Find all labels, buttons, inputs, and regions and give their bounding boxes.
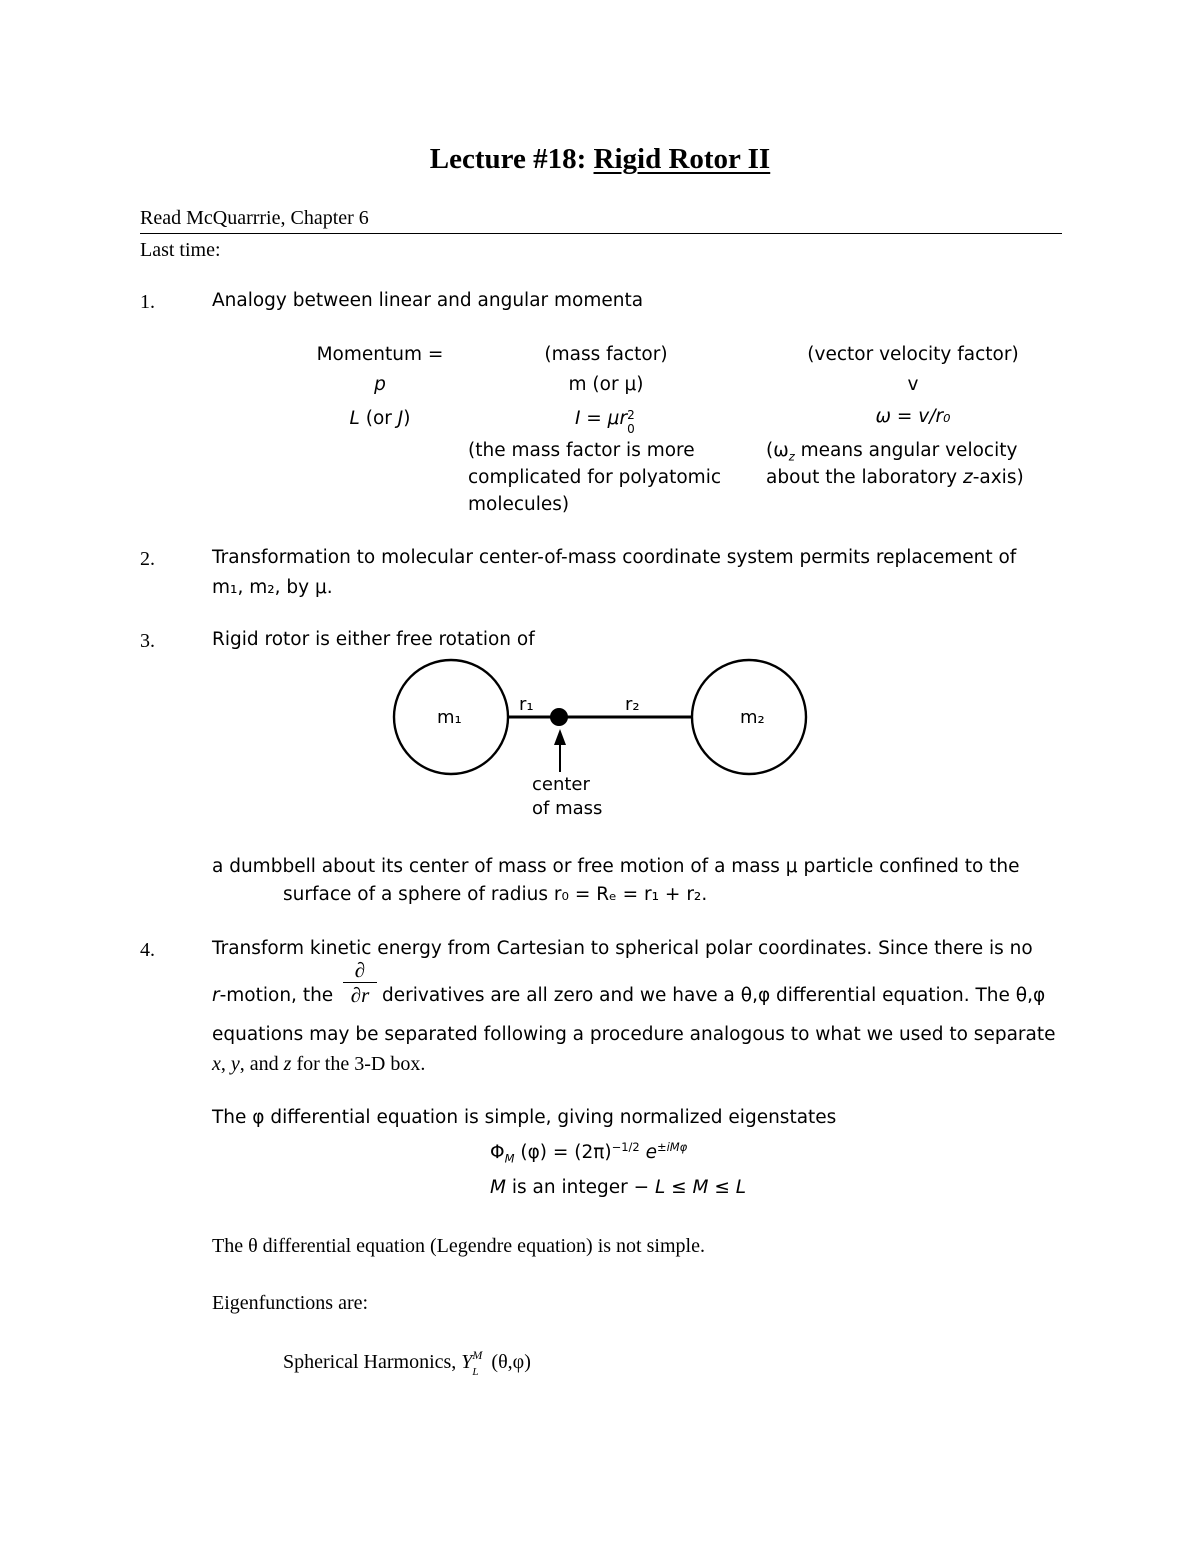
cond-le2: ≤ bbox=[708, 1177, 736, 1198]
center-of-mass-dot bbox=[550, 708, 568, 726]
sph-sub-L: L bbox=[472, 1366, 479, 1378]
cond-M2: M bbox=[692, 1177, 709, 1198]
phi-mid: (φ) = (2π) bbox=[520, 1142, 612, 1163]
mass2-label: m₂ bbox=[740, 707, 765, 728]
item-2-number: 2. bbox=[140, 548, 155, 570]
reading-assignment: Read McQuarrrie, Chapter 6 bbox=[140, 207, 369, 229]
velocity-note-axis: -axis) bbox=[972, 467, 1024, 488]
symbol-eq: = bbox=[580, 408, 608, 429]
cond-text: is an integer − bbox=[505, 1177, 655, 1198]
symbol-I: I bbox=[574, 408, 581, 429]
velocity-note-z: z bbox=[963, 467, 973, 488]
item-3-after-line1: a dumbbell about its center of mass or free motion of a mass μ particle confined to the bbox=[212, 856, 1020, 877]
mass-note-line2: complicated for polyatomic bbox=[468, 467, 722, 488]
symbol-x: x bbox=[212, 1053, 221, 1075]
spherical-harmonics bbox=[283, 1348, 531, 1378]
title-prefix: Lecture #18: bbox=[429, 143, 594, 175]
table-header-momentum: Momentum = bbox=[316, 344, 444, 365]
symbol-sup-2: 2 bbox=[627, 408, 635, 422]
table-row2-velocity: ω = v/r₀ bbox=[875, 406, 951, 427]
item-4-line4-rest: for the 3-D box. bbox=[291, 1053, 426, 1075]
r1-label: r₁ bbox=[519, 694, 534, 715]
velocity-note-about: about the laboratory bbox=[766, 467, 963, 488]
symbol-L: L bbox=[349, 408, 360, 429]
phi-e: e bbox=[645, 1142, 657, 1163]
com-arrow-head bbox=[554, 729, 566, 745]
symbol-z: z bbox=[283, 1053, 292, 1075]
item-4-line2-b: derivatives are all zero and we have a θ,φ differential equation. The θ,φ bbox=[382, 985, 1046, 1006]
fraction-numerator: ∂ bbox=[343, 958, 377, 983]
table-header-mass: (mass factor) bbox=[544, 344, 668, 365]
table-header-velocity: (vector velocity factor) bbox=[807, 344, 1019, 365]
sph-Y: Y bbox=[461, 1351, 473, 1373]
item-1-number: 1. bbox=[140, 291, 155, 313]
velocity-note-z-sub: z bbox=[788, 449, 795, 464]
phi-equation-intro: The φ differential equation is simple, giving normalized eigenstates bbox=[212, 1107, 837, 1128]
phi-sub-M: M bbox=[504, 1151, 515, 1166]
phi-e-exponent: ±iMφ bbox=[656, 1139, 688, 1154]
phi-exponent: −1/2 bbox=[611, 1139, 640, 1154]
fraction-denominator: ∂r bbox=[350, 983, 370, 1007]
velocity-note-rest: means angular velocity bbox=[794, 440, 1018, 461]
partial-derivative-fraction bbox=[343, 958, 377, 1007]
com-label-line2: of mass bbox=[532, 798, 603, 819]
item-3-text: Rigid rotor is either free rotation of bbox=[212, 629, 535, 650]
symbol-sub-0: 0 bbox=[627, 422, 635, 436]
theta-equation: The θ differential equation (Legendre equation) is not simple. bbox=[212, 1235, 705, 1257]
item-4-line1: Transform kinetic energy from Cartesian to spherical polar coordinates. Since there is no bbox=[212, 938, 1033, 959]
item-3-number: 3. bbox=[140, 630, 155, 652]
phi-equation bbox=[490, 1139, 688, 1166]
phi-capital: Φ bbox=[490, 1142, 505, 1163]
cond-L1: L bbox=[654, 1177, 666, 1198]
m-condition bbox=[490, 1177, 746, 1199]
symbol-y: y bbox=[230, 1053, 240, 1075]
title-underlined: Rigid Rotor II bbox=[593, 143, 771, 175]
cond-le1: ≤ bbox=[665, 1177, 693, 1198]
mass1-label: m₁ bbox=[437, 707, 462, 728]
item-4-line2-a: -motion, the bbox=[219, 985, 334, 1006]
symbol-r: r bbox=[212, 985, 220, 1006]
mass-note-line3: molecules) bbox=[468, 494, 570, 515]
item-2-line1: Transformation to molecular center-of-mass coordinate system permits replacement of bbox=[212, 547, 1017, 568]
symbol-or: (or bbox=[359, 408, 398, 429]
symbol-mu-r: μr bbox=[607, 408, 628, 429]
velocity-note-omega: (ω bbox=[766, 440, 789, 461]
r2-label: r₂ bbox=[625, 694, 640, 715]
mass-note-line1: (the mass factor is more bbox=[468, 440, 695, 461]
item-4-line4: x, y, and z for the 3-D box. bbox=[212, 1053, 426, 1075]
table-row1-mass: m (or μ) bbox=[568, 374, 644, 395]
last-time-heading: Last time: bbox=[140, 239, 221, 261]
symbol-J: J bbox=[397, 408, 404, 429]
sph-args: (θ,φ) bbox=[486, 1351, 531, 1373]
item-2-line2: m₁, m₂, by μ. bbox=[212, 577, 333, 598]
item-3-after-line2: surface of a sphere of radius r₀ = Rₑ = r₁ + r₂. bbox=[283, 884, 708, 905]
sph-text: Spherical Harmonics, bbox=[283, 1351, 462, 1373]
item-4-line3: equations may be separated following a procedure analogous to what we used to separate bbox=[212, 1024, 1056, 1045]
sph-sup-M: M bbox=[472, 1348, 483, 1362]
item-4-line2-start bbox=[212, 985, 333, 1007]
com-label-line1: center bbox=[532, 774, 590, 795]
cond-M: M bbox=[490, 1177, 506, 1198]
eigenfunctions-intro: Eigenfunctions are: bbox=[212, 1292, 369, 1314]
symbol-p: p bbox=[374, 374, 386, 395]
cond-L2: L bbox=[735, 1177, 747, 1198]
table-row1-velocity: v bbox=[907, 374, 919, 395]
symbol-close: ) bbox=[403, 408, 411, 429]
item-4-number: 4. bbox=[140, 939, 155, 961]
item-1-text: Analogy between linear and angular momenta bbox=[212, 290, 644, 311]
